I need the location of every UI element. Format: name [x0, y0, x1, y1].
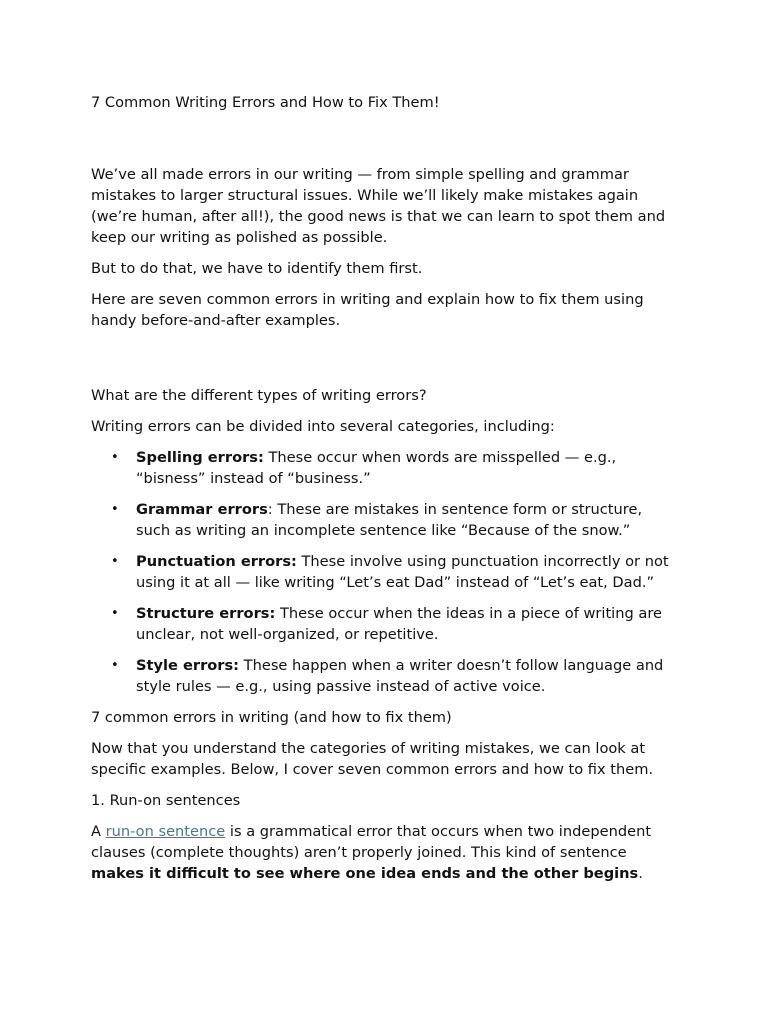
run-on-mid: is a grammatical error that occurs when two independent clauses (complete thoughts) aren’t properly joined. This kind of sentence: [91, 823, 652, 861]
list-item-term: Spelling errors:: [136, 449, 264, 466]
document-title: 7 Common Writing Errors and How to Fix Them!: [91, 94, 440, 111]
common-errors-heading: 7 common errors in writing (and how to fix them): [91, 709, 452, 726]
list-item-term: Style errors:: [136, 657, 240, 674]
list-item-text: : These are mistakes in sentence form or structure, such as writing an incomplete sentence like “Because of the snow.”: [136, 501, 643, 539]
list-item-style: [91, 655, 676, 697]
run-on-end: .: [638, 865, 643, 882]
run-on-sentence-link[interactable]: run-on sentence: [105, 823, 226, 840]
intro-paragraph-2: But to do that, we have to identify them first.: [91, 260, 423, 277]
list-item-term: Structure errors:: [136, 605, 276, 622]
run-on-heading: 1. Run-on sentences: [91, 792, 241, 809]
document-page: [91, 92, 676, 884]
list-item-punctuation: [91, 551, 676, 593]
list-item-structure: [91, 603, 676, 645]
common-errors-lead: Now that you understand the categories of writing mistakes, we can look at specific examples. Below, I cover seven common errors and how to fix them.: [91, 740, 654, 778]
list-item-text: These involve using punctuation incorrectly or not using it at all — like writing “Let’s eat Dad” instead of “Let’s eat, Dad.”: [136, 553, 669, 591]
run-on-paragraph: [91, 821, 676, 884]
list-item-text: These happen when a writer doesn’t follow language and style rules — e.g., using passive instead of active voice.: [136, 657, 664, 695]
types-heading: What are the different types of writing errors?: [91, 387, 427, 404]
bullet-icon: •: [111, 502, 119, 517]
list-item-term: Grammar errors: [136, 501, 268, 518]
list-item-grammar: [91, 499, 676, 541]
bullet-icon: •: [111, 554, 119, 569]
list-item-text: These occur when the ideas in a piece of writing are unclear, not well-organized, or repetitive.: [136, 605, 662, 643]
intro-paragraph-3: Here are seven common errors in writing and explain how to fix them using handy before-and-after examples.: [91, 291, 644, 329]
run-on-bold: makes it difficult to see where one idea ends and the other begins: [91, 865, 639, 882]
types-lead: Writing errors can be divided into several categories, including:: [91, 418, 555, 435]
list-item-term: Punctuation errors:: [136, 553, 297, 570]
bullet-icon: •: [111, 450, 119, 465]
bullet-icon: •: [111, 606, 119, 621]
run-on-prefix: A: [91, 823, 106, 840]
intro-paragraph-1: We’ve all made errors in our writing — from simple spelling and grammar mistakes to larger structural issues. While we’ll likely make mistakes again (we’re human, after all!), the good news is that we can learn to spot them and keep our writing as polished as possible.: [91, 166, 666, 246]
error-types-list: [91, 447, 676, 697]
list-item-text: These occur when words are misspelled — e.g., “bisness” instead of “business.”: [136, 449, 617, 487]
bullet-icon: •: [111, 658, 119, 673]
list-item-spelling: [91, 447, 676, 489]
